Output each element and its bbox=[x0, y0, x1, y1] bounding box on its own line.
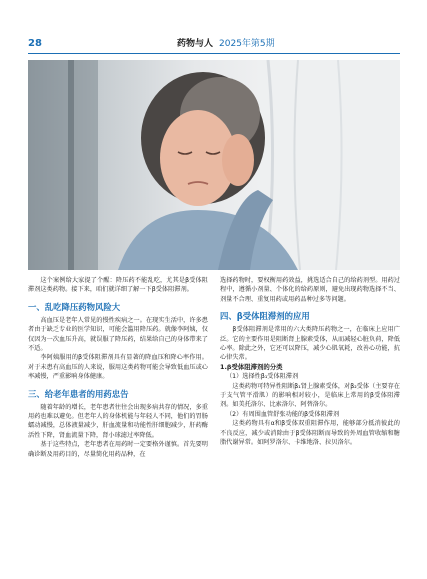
item1-text: 这类药物可特异性阻断β₁肾上腺素受体，对β₂受体（主要存在于支气管平滑肌）的影响相对较小，是临床上常用的β受体阻滞剂。如美托洛尔、比索洛尔、阿替洛尔。 bbox=[220, 382, 400, 409]
section-heading-4: 四、β受体阻滞剂的应用 bbox=[220, 311, 310, 322]
section1-paragraph-1: 高血压是老年人常见的慢性疾病之一。在现实生活中，许多患者由于缺乏专业的医学知识，可能会滥用降压药。就像李阿姨，仅仅因为一次血压升高，就误服了降压药，结果给自己的身体带来了不适。 bbox=[28, 316, 208, 353]
section-heading-3: 三、给老年患者的用药忠告 bbox=[28, 388, 129, 399]
section1-paragraph-2: 李阿姨服用的β受体阻滞剂具有显著的降血压和降心率作用。对于未患有高血压的人来说，服用这类药物可能会导致低血压或心率减慢，严重影响身体健康。 bbox=[28, 354, 208, 381]
classification-subheading: 1.β受体阻滞剂的分类 bbox=[220, 362, 283, 371]
left-column bbox=[28, 276, 208, 459]
section3-paragraph-1: 随着年龄的增长，老年患者往往会出现多病共存的情况，多重用药也难以避免。但老年人的身体机能与年轻人不同，他们的胃肠蠕动减慢，总体液量减少，肝血流量和功能性肝细胞减少，肝药酶活性下降，肾血流量下降，肾小球滤过率降低。 bbox=[28, 403, 208, 439]
intro-paragraph: 这个案例给大家提了个醒：降压药不能乱吃，尤其是β受体阻滞剂这类药物。接下来，咱们就详细了解一下β受体阻滞剂。 bbox=[28, 277, 208, 294]
photo-illustration bbox=[28, 60, 400, 270]
item1-title: （1）选择性β₁受体阻滞剂 bbox=[226, 373, 299, 381]
header-rule bbox=[28, 53, 400, 54]
magazine-masthead bbox=[177, 38, 275, 50]
page-number: 28 bbox=[28, 38, 42, 49]
item2-title: （2）有周围血管舒张功能的β受体阻滞剂 bbox=[226, 410, 340, 418]
issue-label: 2025年第5期 bbox=[219, 39, 275, 49]
right-column bbox=[220, 276, 400, 448]
woman-headache-photo bbox=[28, 60, 400, 270]
section3-paragraph-2: 基于这些特点，老年患者在用药时一定要格外谨慎。首先要明确诊断及用药目的，尽量简化用药品种，在 bbox=[28, 441, 208, 458]
section4-paragraph-1: β受体阻滞剂是常用的六大类降压药物之一，在临床上应用广泛。它的主要作用是阻断肾上腺素受体，从而减轻心脏负荷，降低心率。除此之外，它还可以降压，减少心肌氧耗，改善心功能，抗心律失常。 bbox=[220, 326, 400, 362]
magazine-title: 药物与人 bbox=[177, 39, 214, 49]
section-heading-1: 一、乱吃降压药物风险大 bbox=[28, 301, 121, 312]
item2-text: 这类药物具有α和β受体双重阻滞作用，能够部分抵消彼此的不良反应，减少或消除由于β受体阻断而导致的外周血管收缩和糖脂代谢异常。如阿罗洛尔、卡维地洛、拉贝洛尔。 bbox=[220, 420, 400, 447]
continued-paragraph: 选择药物时，要权衡用药效益，挑选适合自己的给药剂型。用药过程中，遵循小剂量、个体化的给药原则，避免出现药物选择不当、剂量不合理、重复用药或用药品种过多等问题。 bbox=[220, 277, 400, 303]
page-header bbox=[0, 0, 427, 48]
